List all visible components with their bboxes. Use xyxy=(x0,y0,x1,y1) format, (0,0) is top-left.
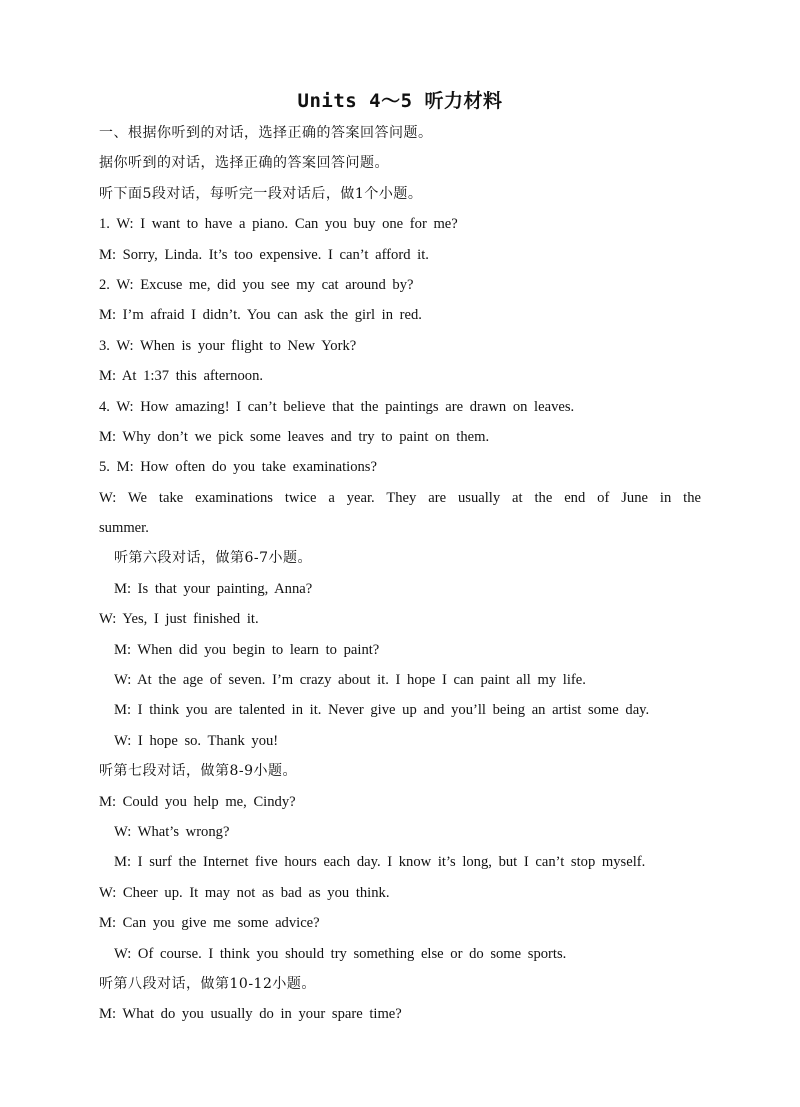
document-body xyxy=(99,118,701,1030)
dialogue-line: W: At the age of seven. I’m crazy about it. I hope I can paint all my life. xyxy=(114,672,586,689)
dialogue-line: 4. W: How amazing! I can’t believe that the paintings are drawn on leaves. xyxy=(99,398,575,415)
dialogue-line: M: At 1:37 this afternoon. xyxy=(99,368,264,385)
dialogue-line: W: What’s wrong? xyxy=(114,823,230,840)
document-title: Units 4～5 听力材料 xyxy=(297,90,503,112)
instruction-line: 听下面5段对话，每听完一段对话后，做1个小题。 xyxy=(99,185,423,202)
dialogue-line: M: I’m afraid I didn’t. You can ask the girl in red. xyxy=(99,307,422,324)
instruction-line: 听第六段对话，做第6-7小题。 xyxy=(114,550,313,567)
dialogue-line: W: Of course. I think you should try something else or do some sports. xyxy=(114,945,567,962)
dialogue-line-continuation: summer. xyxy=(99,520,149,537)
instruction-line: 听第八段对话，做第10-12小题。 xyxy=(99,975,316,992)
instruction-line: 听第七段对话，做第8-9小题。 xyxy=(99,763,298,780)
dialogue-line: W: Yes, I just finished it. xyxy=(99,611,259,628)
dialogue-line: M: Can you give me some advice? xyxy=(99,915,320,932)
dialogue-line: M: What do you usually do in your spare time? xyxy=(99,1006,402,1023)
dialogue-line: 5. M: How often do you take examinations? xyxy=(99,459,377,476)
dialogue-line: W: We take examinations twice a year. They are usually at the end of June in the xyxy=(99,489,701,506)
dialogue-line: M: Sorry, Linda. It’s too expensive. I can’t afford it. xyxy=(99,246,429,263)
dialogue-line: M: Could you help me, Cindy? xyxy=(99,793,296,810)
instruction-line: 据你听到的对话，选择正确的答案回答问题。 xyxy=(99,155,389,172)
dialogue-line: M: Is that your painting, Anna? xyxy=(114,580,313,597)
dialogue-line: M: When did you begin to learn to paint? xyxy=(114,641,380,658)
dialogue-line: M: Why don’t we pick some leaves and try to paint on them. xyxy=(99,428,490,445)
dialogue-line: W: Cheer up. It may not as bad as you think. xyxy=(99,884,390,901)
dialogue-line: M: I surf the Internet five hours each day. I know it’s long, but I can’t stop myself. xyxy=(114,854,646,871)
dialogue-line: 2. W: Excuse me, did you see my cat around by? xyxy=(99,276,414,293)
dialogue-line: W: I hope so. Thank you! xyxy=(114,732,279,749)
dialogue-line: M: I think you are talented in it. Never give up and you’ll being an artist some day. xyxy=(114,702,650,719)
section-heading: 一、根据你听到的对话，选择正确的答案回答问题。 xyxy=(99,125,433,141)
dialogue-line: 1. W: I want to have a piano. Can you buy one for me? xyxy=(99,216,458,233)
dialogue-line: 3. W: When is your flight to New York? xyxy=(99,337,357,354)
